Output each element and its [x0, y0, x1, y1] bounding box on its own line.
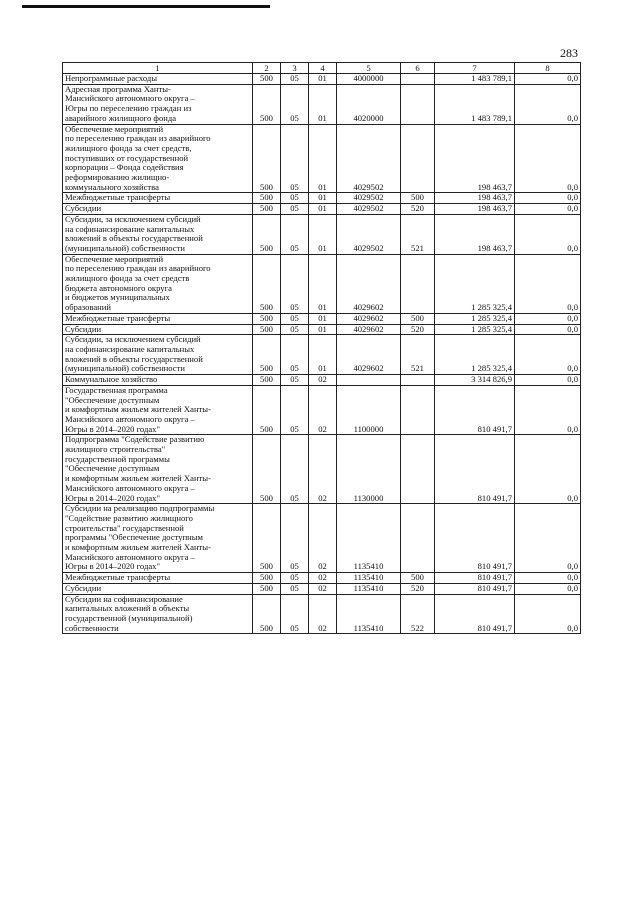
subsection-code: 01 [309, 335, 337, 375]
column-header: 6 [401, 63, 435, 74]
target-article-code: 4029502 [337, 124, 401, 193]
table-row [63, 74, 581, 85]
section-code: 05 [281, 193, 309, 204]
expense-type-code [401, 124, 435, 193]
amount-value: 198 463,7 [435, 193, 515, 204]
table-row [63, 335, 581, 375]
table-row [63, 583, 581, 594]
column-header: 2 [253, 63, 281, 74]
amount-value: 3 314 826,9 [435, 375, 515, 386]
expense-type-code [401, 435, 435, 504]
amount-value: 810 491,7 [435, 435, 515, 504]
amount-value-2: 0,0 [515, 594, 581, 634]
main-admin-code: 500 [253, 385, 281, 435]
main-admin-code: 500 [253, 573, 281, 584]
amount-value-2: 0,0 [515, 335, 581, 375]
row-name: Обеспечение мероприятий по переселению граждан из аварийного жилищного фонда за счет средств, поступивших от государственной корпорации – Фонда содействия реформированию жилищно- коммунального хозяйства [63, 124, 253, 193]
table-row [63, 124, 581, 193]
section-code: 05 [281, 124, 309, 193]
amount-value: 1 285 325,4 [435, 313, 515, 324]
column-header: 7 [435, 63, 515, 74]
subsection-code: 01 [309, 124, 337, 193]
expense-type-code [401, 74, 435, 85]
expense-type-code: 520 [401, 204, 435, 215]
subsection-code: 01 [309, 74, 337, 85]
target-article-code: 1100000 [337, 385, 401, 435]
table-row [63, 214, 581, 254]
section-code: 05 [281, 74, 309, 85]
amount-value-2: 0,0 [515, 573, 581, 584]
amount-value-2: 0,0 [515, 84, 581, 124]
column-header: 4 [309, 63, 337, 74]
row-name: Непрограммные расходы [63, 74, 253, 85]
section-code: 05 [281, 504, 309, 573]
amount-value-2: 0,0 [515, 214, 581, 254]
column-header: 8 [515, 63, 581, 74]
amount-value-2: 0,0 [515, 124, 581, 193]
section-code: 05 [281, 594, 309, 634]
amount-value-2: 0,0 [515, 254, 581, 313]
table-row [63, 204, 581, 215]
column-header: 5 [337, 63, 401, 74]
row-name: Обеспечение мероприятий по переселению граждан из аварийного жилищного фонда за счет средств бюджета автономного округа и бюджетов муниципальных образований [63, 254, 253, 313]
amount-value: 198 463,7 [435, 124, 515, 193]
main-admin-code: 500 [253, 594, 281, 634]
header-row [63, 63, 581, 74]
section-code: 05 [281, 84, 309, 124]
row-name: Подпрограмма "Содействие развитию жилищного строительства" государственной программы "Обеспечение доступным и комфортным жильем жителей Ханты- Мансийского автономного округа – Югры в 2014–2020 годах" [63, 435, 253, 504]
column-header: 3 [281, 63, 309, 74]
expense-type-code: 521 [401, 214, 435, 254]
amount-value: 198 463,7 [435, 214, 515, 254]
row-name: Коммунальное хозяйство [63, 375, 253, 386]
amount-value-2: 0,0 [515, 583, 581, 594]
expense-type-code: 500 [401, 573, 435, 584]
expense-type-code: 520 [401, 583, 435, 594]
target-article-code: 1135410 [337, 573, 401, 584]
subsection-code: 01 [309, 254, 337, 313]
amount-value-2: 0,0 [515, 435, 581, 504]
target-article-code [337, 375, 401, 386]
row-name: Субсидии [63, 204, 253, 215]
row-name: Субсидии на реализацию подпрограммы "Содействие развитию жилищного строительства" государственной программы "Обеспечение доступным и комфортным жильем жителей Ханты- Мансийского автономного округа – Югры в 2014–2020 годах" [63, 504, 253, 573]
main-admin-code: 500 [253, 84, 281, 124]
subsection-code: 02 [309, 504, 337, 573]
section-code: 05 [281, 435, 309, 504]
table-row [63, 594, 581, 634]
expense-type-code: 500 [401, 193, 435, 204]
amount-value: 198 463,7 [435, 204, 515, 215]
amount-value: 810 491,7 [435, 583, 515, 594]
row-name: Субсидии на софинансирование капитальных вложений в объекты государственной (муниципальной) собственности [63, 594, 253, 634]
expense-type-code: 521 [401, 335, 435, 375]
expense-type-code: 520 [401, 324, 435, 335]
amount-value: 810 491,7 [435, 573, 515, 584]
target-article-code: 4029602 [337, 254, 401, 313]
row-name: Субсидии [63, 324, 253, 335]
expense-type-code [401, 84, 435, 124]
expense-type-code [401, 385, 435, 435]
section-code: 05 [281, 254, 309, 313]
amount-value: 1 483 789,1 [435, 74, 515, 85]
target-article-code: 4029602 [337, 324, 401, 335]
row-name: Государственная программа "Обеспечение доступным и комфортным жильем жителей Ханты- Мансийского автономного округа – Югры в 2014–2020 годах" [63, 385, 253, 435]
target-article-code: 4000000 [337, 74, 401, 85]
main-admin-code: 500 [253, 324, 281, 335]
table-row [63, 573, 581, 584]
target-article-code: 1135410 [337, 594, 401, 634]
target-article-code: 1135410 [337, 504, 401, 573]
budget-table [62, 62, 581, 634]
subsection-code: 01 [309, 193, 337, 204]
subsection-code: 02 [309, 594, 337, 634]
amount-value: 810 491,7 [435, 504, 515, 573]
page-number: 283 [560, 46, 578, 60]
section-code: 05 [281, 335, 309, 375]
main-admin-code: 500 [253, 375, 281, 386]
amount-value-2: 0,0 [515, 385, 581, 435]
subsection-code: 01 [309, 214, 337, 254]
amount-value-2: 0,0 [515, 313, 581, 324]
section-code: 05 [281, 313, 309, 324]
table-row [63, 375, 581, 386]
row-name: Адресная программа Ханты- Мансийского автономного округа – Югры по переселению граждан из аварийного жилищного фонда [63, 84, 253, 124]
subsection-code: 02 [309, 573, 337, 584]
amount-value-2: 0,0 [515, 193, 581, 204]
main-admin-code: 500 [253, 313, 281, 324]
amount-value: 1 285 325,4 [435, 335, 515, 375]
row-name: Межбюджетные трансферты [63, 313, 253, 324]
amount-value: 1 285 325,4 [435, 324, 515, 335]
amount-value-2: 0,0 [515, 204, 581, 215]
amount-value: 810 491,7 [435, 594, 515, 634]
section-code: 05 [281, 324, 309, 335]
main-admin-code: 500 [253, 74, 281, 85]
expense-type-code: 522 [401, 594, 435, 634]
section-code: 05 [281, 583, 309, 594]
target-article-code: 1130000 [337, 435, 401, 504]
table-row [63, 84, 581, 124]
target-article-code: 4029602 [337, 335, 401, 375]
table-row [63, 254, 581, 313]
amount-value-2: 0,0 [515, 74, 581, 85]
target-article-code: 4029602 [337, 313, 401, 324]
subsection-code: 01 [309, 324, 337, 335]
row-name: Межбюджетные трансферты [63, 193, 253, 204]
table-row [63, 504, 581, 573]
subsection-code: 02 [309, 583, 337, 594]
table-row [63, 193, 581, 204]
expense-type-code [401, 254, 435, 313]
expense-type-code [401, 375, 435, 386]
table-row [63, 385, 581, 435]
main-admin-code: 500 [253, 204, 281, 215]
amount-value: 1 285 325,4 [435, 254, 515, 313]
table-row [63, 313, 581, 324]
subsection-code: 01 [309, 84, 337, 124]
main-admin-code: 500 [253, 435, 281, 504]
target-article-code: 4029502 [337, 204, 401, 215]
header-rule [22, 5, 270, 8]
amount-value-2: 0,0 [515, 375, 581, 386]
main-admin-code: 500 [253, 254, 281, 313]
target-article-code: 4029502 [337, 214, 401, 254]
amount-value: 810 491,7 [435, 385, 515, 435]
expense-type-code [401, 504, 435, 573]
subsection-code: 01 [309, 313, 337, 324]
amount-value-2: 0,0 [515, 504, 581, 573]
section-code: 05 [281, 385, 309, 435]
amount-value-2: 0,0 [515, 324, 581, 335]
subsection-code: 02 [309, 435, 337, 504]
section-code: 05 [281, 214, 309, 254]
main-admin-code: 500 [253, 583, 281, 594]
target-article-code: 1135410 [337, 583, 401, 594]
section-code: 05 [281, 573, 309, 584]
table-row [63, 324, 581, 335]
main-admin-code: 500 [253, 193, 281, 204]
row-name: Субсидии, за исключением субсидий на софинансирование капитальных вложений в объекты государственной (муниципальной) собственности [63, 335, 253, 375]
subsection-code: 02 [309, 375, 337, 386]
main-admin-code: 500 [253, 335, 281, 375]
row-name: Субсидии [63, 583, 253, 594]
section-code: 05 [281, 375, 309, 386]
main-admin-code: 500 [253, 124, 281, 193]
target-article-code: 4029502 [337, 193, 401, 204]
amount-value: 1 483 789,1 [435, 84, 515, 124]
main-admin-code: 500 [253, 214, 281, 254]
row-name: Субсидии, за исключением субсидий на софинансирование капитальных вложений в объекты государственной (муниципальной) собственности [63, 214, 253, 254]
section-code: 05 [281, 204, 309, 215]
subsection-code: 02 [309, 385, 337, 435]
row-name: Межбюджетные трансферты [63, 573, 253, 584]
subsection-code: 01 [309, 204, 337, 215]
column-header: 1 [63, 63, 253, 74]
main-admin-code: 500 [253, 504, 281, 573]
expense-type-code: 500 [401, 313, 435, 324]
target-article-code: 4020000 [337, 84, 401, 124]
table-row [63, 435, 581, 504]
